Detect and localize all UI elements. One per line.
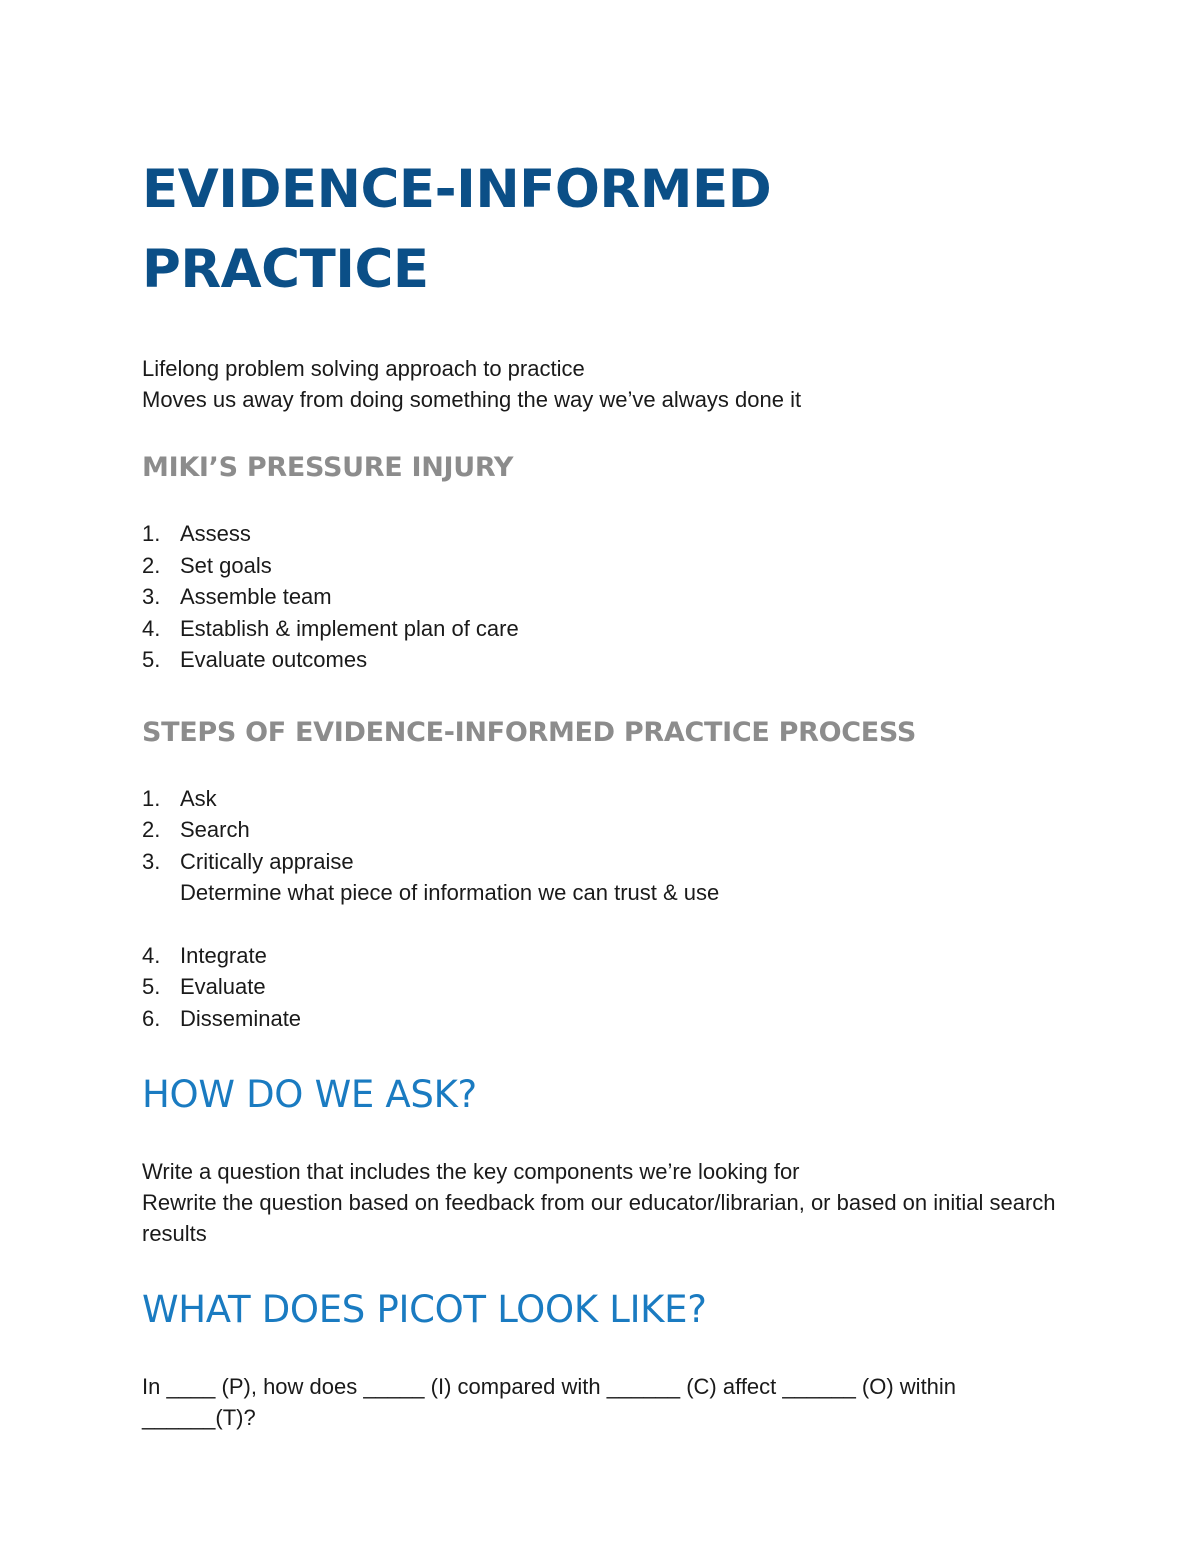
title-line-1: EVIDENCE-INFORMED <box>142 159 772 220</box>
picot-template-line: In ____ (P), how does _____ (I) compared with ______ (C) affect ______ (O) within ______(T)? <box>142 1374 957 1430</box>
ask-heading: HOW DO WE ASK? <box>142 1073 477 1116</box>
list-item: 3. Critically appraise Determine what piece of information we can trust & use <box>142 846 1062 909</box>
miki-list <box>142 518 1062 676</box>
list-item: 4. Integrate <box>142 942 267 968</box>
picot-heading: WHAT DOES PICOT LOOK LIKE? <box>142 1288 707 1331</box>
step-3-description: Determine what piece of information we can trust & use <box>180 880 720 905</box>
list-item: 1. Assess <box>142 521 251 546</box>
steps-list <box>142 783 1062 1035</box>
intro-line-2: Moves us away from doing something the way we’ve always done it <box>142 387 802 412</box>
ask-paragraph <box>142 1156 1062 1249</box>
document-page <box>142 150 1062 1433</box>
list-item: 4. Establish & implement plan of care <box>142 615 519 641</box>
picot-paragraph <box>142 1371 1062 1433</box>
step-3-label: Critically appraise <box>180 848 354 874</box>
list-item: 6. Disseminate <box>142 1005 302 1031</box>
miki-heading: MIKI’S PRESSURE INJURY <box>142 452 514 483</box>
list-item: 2. Search <box>142 817 250 842</box>
list-item: 3. Assemble team <box>142 584 332 609</box>
document-title <box>142 150 1062 310</box>
ask-line-1: Write a question that includes the key components we’re looking for <box>142 1159 800 1184</box>
list-spacer <box>142 909 1062 940</box>
list-item: 5. Evaluate <box>142 974 266 999</box>
intro-paragraph <box>142 353 1062 415</box>
list-item: 1. Ask <box>142 785 217 811</box>
list-item: 2. Set goals <box>142 552 272 578</box>
title-line-2: PRACTICE <box>142 239 429 300</box>
list-item: 5. Evaluate outcomes <box>142 647 368 672</box>
steps-heading: STEPS OF EVIDENCE-INFORMED PRACTICE PROCESS <box>142 716 916 748</box>
ask-line-2: Rewrite the question based on feedback from our educator/librarian, or based on initial search results <box>142 1190 1056 1246</box>
intro-line-1: Lifelong problem solving approach to practice <box>142 356 585 381</box>
